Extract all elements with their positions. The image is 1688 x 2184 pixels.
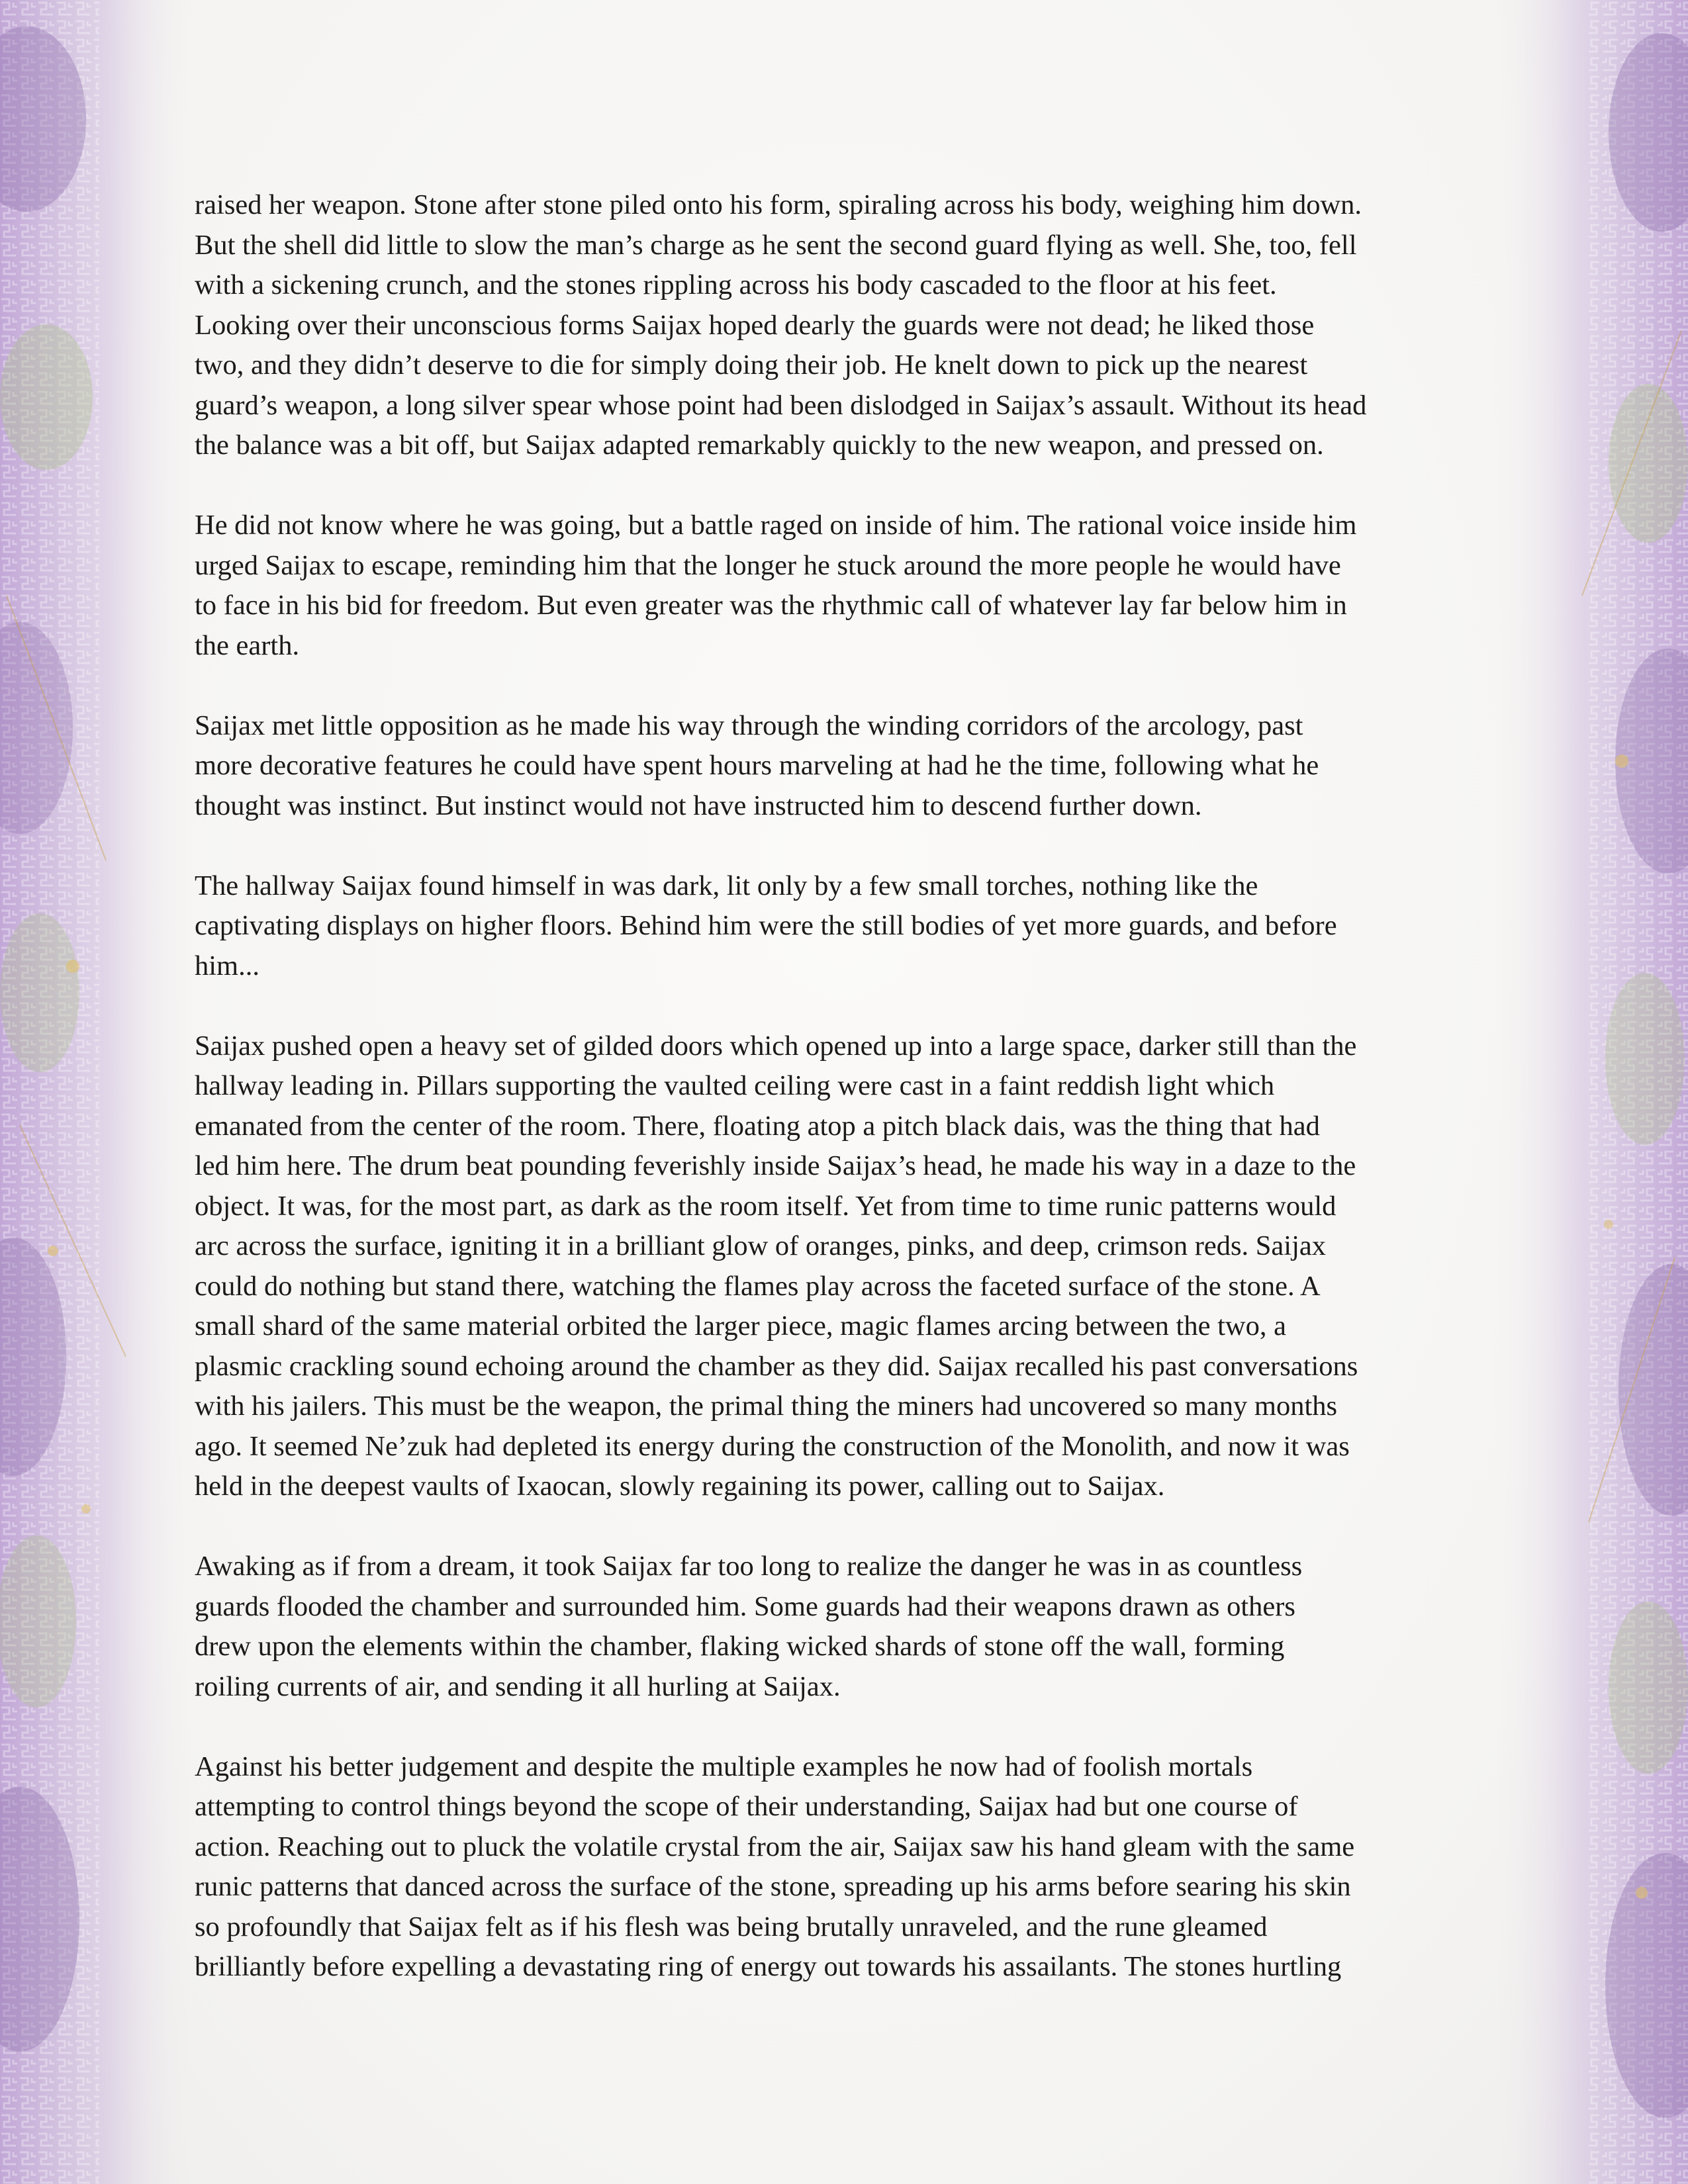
paragraph-7: Against his better judgement and despite the multiple examples he now had of foolish mortals attempting to control things beyond the scope of their understanding, Saijax had but one course of action. Reaching out to pluck the volatile crystal from the air, Saijax saw his hand gleam with the same runic patterns that danced across the surface of the stone, spreading up his arms before searing his skin so profoundly that Saijax felt as if his flesh was being brutally unraveled, and the rune gleamed brilliantly before expelling a devastating ring of energy out towards his assailants. The stones hurtling [195,1751,1355,1982]
paragraph-2: He did not know where he was going, but a battle raged on inside of him. The rational voice inside him urged Saijax to escape, reminding him that the longer he stuck around the more people he would have to face in his bid for freedom. But even greater was the rhythmic call of whatever lay far below him in the earth. [195,510,1357,661]
paragraph-4: The hallway Saijax found himself in was dark, lit only by a few small torches, nothing like the captivating displays on higher floors. Behind him were the still bodies of yet more guards, and before him... [195,870,1337,981]
paragraph-6: Awaking as if from a dream, it took Saijax far too long to realize the danger he was in as countless guards flooded the chamber and surrounded him. Some guards had their weapons drawn as others drew upon the elements within the chamber, flaking wicked shards of stone off the wall, forming roiling currents of air, and sending it all hurling at Saijax. [195,1551,1303,1702]
story-text [195,185,1492,1987]
paragraph-5: Saijax pushed open a heavy set of gilded doors which opened up into a large space, darker still than the hallway leading in. Pillars supporting the vaulted ceiling were cast in a faint reddish light which emanated from the center of the room. There, floating atop a pitch black dais, was the thing that had led him here. The drum beat pounding feverishly inside Saijax’s head, he made his way in a daze to the object. It was, for the most part, as dark as the room itself. Yet from time to time runic patterns would arc across the surface, igniting it in a brilliant glow of oranges, pinks, and deep, crimson reds. Saijax could do nothing but stand there, watching the flames play across the faceted surface of the stone. A small shard of the same material orbited the larger piece, magic flames arcing between the two, a plasmic crackling sound echoing around the chamber as they did. Saijax recalled his past conversations with his jailers. This must be the weapon, the primal thing the miners had uncovered so many months ago. It seemed Ne’zuk had depleted its energy during the construction of the Monolith, and now it was held in the deepest vaults of Ixaocan, slowly regaining its power, calling out to Saijax. [195,1030,1358,1502]
right-border-art [1489,0,1688,2184]
left-floral-border [0,0,199,2184]
paragraph-3: Saijax met little opposition as he made his way through the winding corridors of the arcology, past more decorative features he could have spent hours marveling at had he the time, following what he thought was instinct. But instinct would not have instructed him to descend further down. [195,709,1319,821]
right-floral-border [1489,0,1688,2184]
paragraph-1: raised her weapon. Stone after stone piled onto his form, spiraling across his body, weighing him down. But the shell did little to slow the man’s charge as he sent the second guard flying as well. She, too, fell with a sickening crunch, and the stones rippling across his body cascaded to the floor at his feet. Looking over their unconscious forms Saijax hoped dearly the guards were not dead; he liked those two, and they didn’t deserve to die for simply doing their job. He knelt down to pick up the nearest guard’s weapon, a long silver spear whose point had been dislodged in Saijax’s assault. Without its head the balance was a bit off, but Saijax adapted remarkably quickly to the new weapon, and pressed on. [195,189,1367,461]
left-border-art [0,0,199,2184]
